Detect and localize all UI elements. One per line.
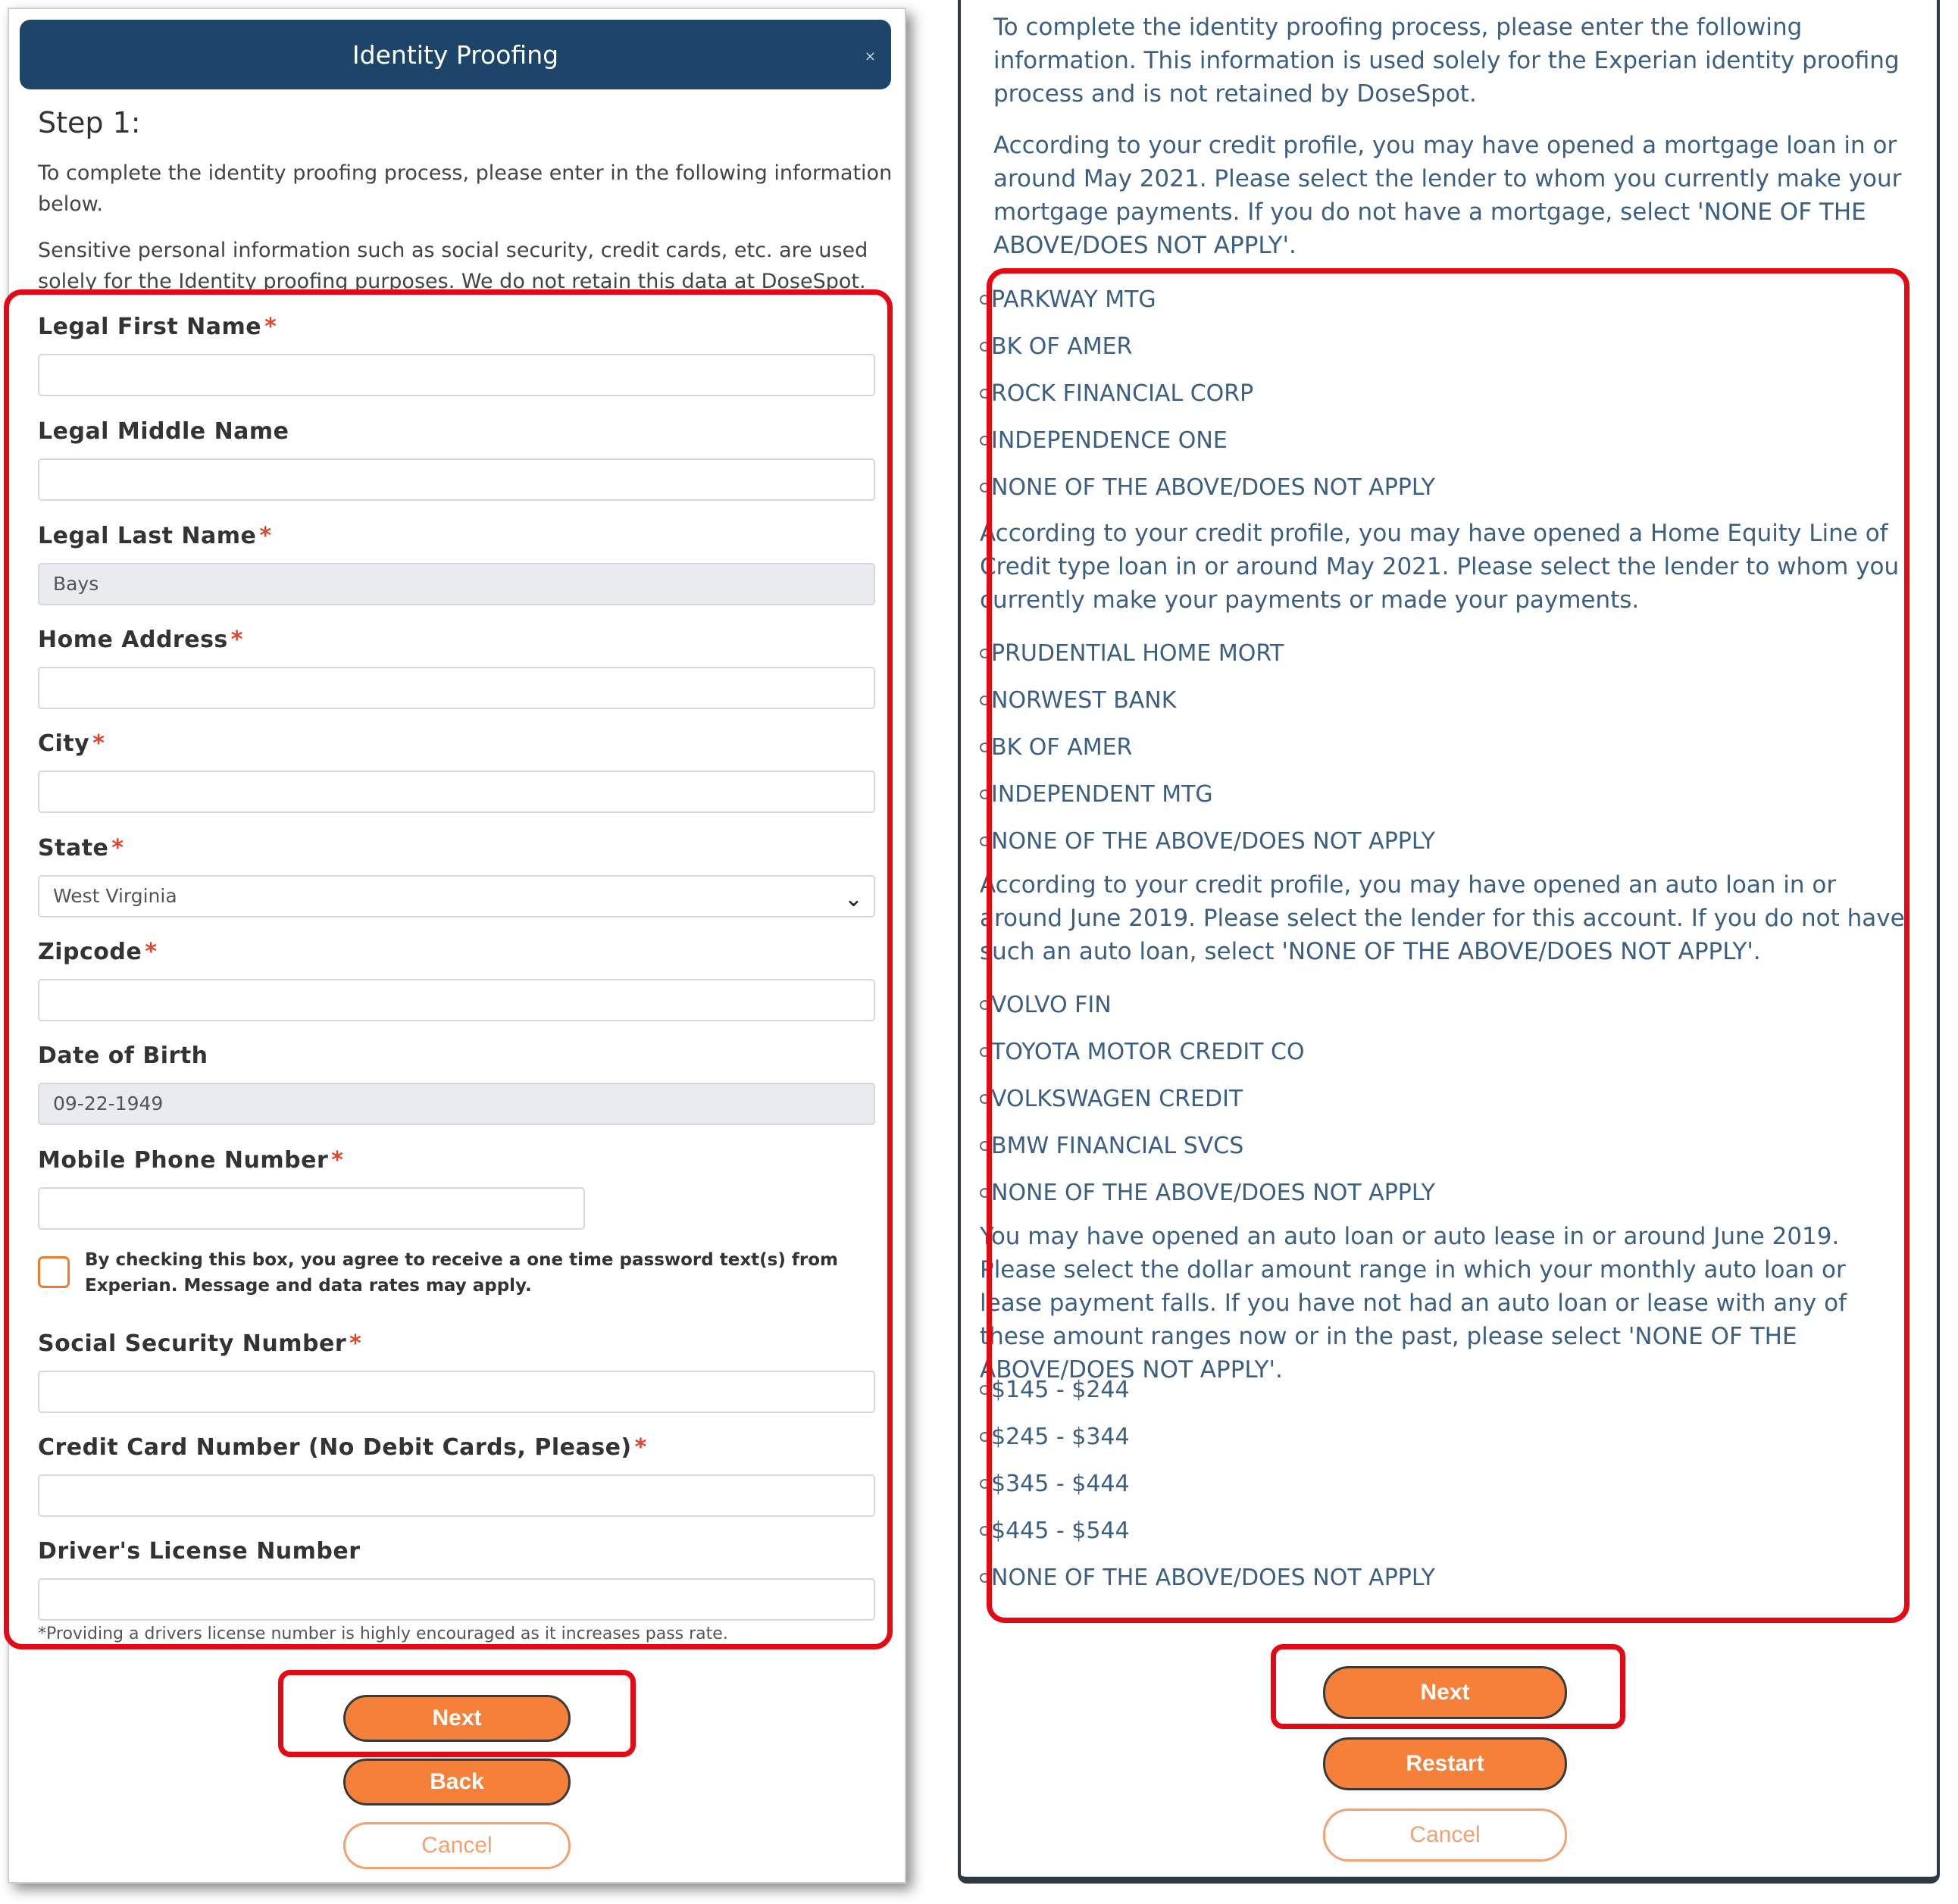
q4-option[interactable]: $445 - $544 xyxy=(980,1518,1130,1544)
state-selected-value: West Virginia xyxy=(53,885,177,907)
mobile-phone-label: Mobile Phone Number * xyxy=(38,1147,344,1174)
q1-option[interactable]: INDEPENDENCE ONE xyxy=(980,427,1228,454)
middle-name-label: Legal Middle Name xyxy=(38,418,289,445)
q4-option[interactable]: $245 - $344 xyxy=(980,1424,1130,1450)
next-button[interactable]: Next xyxy=(1323,1666,1567,1719)
required-marker: * xyxy=(145,939,158,965)
auto-payment-question: You may have opened an auto loan or auto lease in or around June 2019. Please select the dollar amount range in which your monthly auto loan or lease payment falls. If you have not had an auto loan or lease with any of these amount ranges now or in the past, please select 'NONE OF THE ABOVE/DOES NOT APPLY'. xyxy=(980,1223,1847,1383)
mortgage-question: According to your credit profile, you may have opened a mortgage loan in or around May 2021. Please select the lender to whom you currently make your mortgage payments. If you do not have a mortgage, select 'NONE OF THE ABOVE/DOES NOT APPLY'. xyxy=(993,132,1902,259)
last-name-input[interactable]: Bays xyxy=(38,563,875,605)
city-label: City * xyxy=(38,730,105,757)
q4-option[interactable]: $345 - $444 xyxy=(980,1471,1130,1497)
q4-option[interactable]: $145 - $244 xyxy=(980,1377,1130,1403)
dialog-title: Identity Proofing xyxy=(352,39,559,70)
q1-option[interactable]: NONE OF THE ABOVE/DOES NOT APPLY xyxy=(980,474,1435,501)
cancel-button[interactable]: Cancel xyxy=(343,1822,571,1869)
q4-option[interactable]: NONE OF THE ABOVE/DOES NOT APPLY xyxy=(980,1565,1435,1591)
q3-option[interactable]: TOYOTA MOTOR CREDIT CO xyxy=(980,1039,1305,1065)
auto-loan-question: According to your credit profile, you may have opened an auto loan in or around June 2019. Please select the lender for this account. If you do not have such an auto loan, select 'NONE OF THE ABOVE/DOES NOT APPLY'. xyxy=(980,871,1905,965)
required-marker: * xyxy=(634,1434,647,1461)
next-button-highlight xyxy=(278,1670,636,1757)
q1-option[interactable]: BK OF AMER xyxy=(980,333,1132,360)
questions-intro: To complete the identity proofing process, please enter the following information. This information is used solely for the Experian identity proofing process and is not retained by DoseSpot. xyxy=(993,14,1900,108)
close-icon[interactable]: × xyxy=(864,48,876,64)
cancel-button[interactable]: Cancel xyxy=(1323,1809,1567,1862)
q2-option[interactable]: PRUDENTIAL HOME MORT xyxy=(980,640,1284,667)
next-button-highlight xyxy=(1271,1644,1625,1729)
heloc-question: According to your credit profile, you may have opened a Home Equity Line of Credit type loan in or around May 2021. Please select the lender to whom you currently make your payments or made your payments. xyxy=(980,520,1900,614)
credit-card-label: Credit Card Number (No Debit Cards, Please) * xyxy=(38,1434,647,1461)
q2-option[interactable]: BK OF AMER xyxy=(980,734,1132,761)
required-marker: * xyxy=(230,627,243,653)
dob-label: Date of Birth xyxy=(38,1043,208,1069)
q2-option[interactable]: INDEPENDENT MTG xyxy=(980,781,1213,808)
q1-option[interactable]: PARKWAY MTG xyxy=(980,286,1156,313)
required-marker: * xyxy=(92,730,105,757)
required-marker: * xyxy=(111,835,124,861)
restart-button[interactable]: Restart xyxy=(1323,1737,1567,1790)
required-marker: * xyxy=(349,1330,362,1357)
state-label: State * xyxy=(38,835,124,861)
next-button[interactable]: Next xyxy=(343,1695,571,1742)
dob-input[interactable]: 09-22-1949 xyxy=(38,1083,875,1125)
q3-option[interactable]: VOLKSWAGEN CREDIT xyxy=(980,1086,1243,1112)
required-marker: * xyxy=(264,314,277,340)
home-address-label: Home Address * xyxy=(38,627,243,653)
back-button[interactable]: Back xyxy=(343,1759,571,1806)
step-title: Step 1: xyxy=(38,106,141,139)
intro-text: To complete the identity proofing process, please enter in the following information below. xyxy=(38,161,893,216)
required-marker: * xyxy=(259,523,272,549)
q3-option[interactable]: BMW FINANCIAL SVCS xyxy=(980,1133,1243,1159)
drivers-license-label: Driver's License Number xyxy=(38,1538,361,1565)
chevron-down-icon: ⌄ xyxy=(843,886,863,912)
privacy-notice: Sensitive personal information such as social security, credit cards, etc. are used solely for the Identity proofing purposes. We do not retain this data at DoseSpot. xyxy=(38,239,868,293)
q3-option[interactable]: NONE OF THE ABOVE/DOES NOT APPLY xyxy=(980,1180,1435,1206)
first-name-label: Legal First Name * xyxy=(38,314,277,340)
questions-highlight xyxy=(987,268,1910,1623)
form-fields-highlight xyxy=(4,289,893,1649)
ssn-label: Social Security Number * xyxy=(38,1330,362,1357)
q3-option[interactable]: VOLVO FIN xyxy=(980,992,1112,1018)
q1-option[interactable]: ROCK FINANCIAL CORP xyxy=(980,380,1253,407)
drivers-license-hint: *Providing a drivers license number is highly encouraged as it increases pass rate. xyxy=(38,1624,728,1643)
q2-option[interactable]: NORWEST BANK xyxy=(980,687,1176,714)
zipcode-label: Zipcode * xyxy=(38,939,158,965)
q2-option[interactable]: NONE OF THE ABOVE/DOES NOT APPLY xyxy=(980,828,1435,855)
dialog-header xyxy=(20,20,891,89)
sms-consent-text: By checking this box, you agree to receive a one time password text(s) from Experian. Message and data rates may apply. xyxy=(85,1250,839,1296)
last-name-label: Legal Last Name * xyxy=(38,523,272,549)
required-marker: * xyxy=(331,1147,344,1174)
